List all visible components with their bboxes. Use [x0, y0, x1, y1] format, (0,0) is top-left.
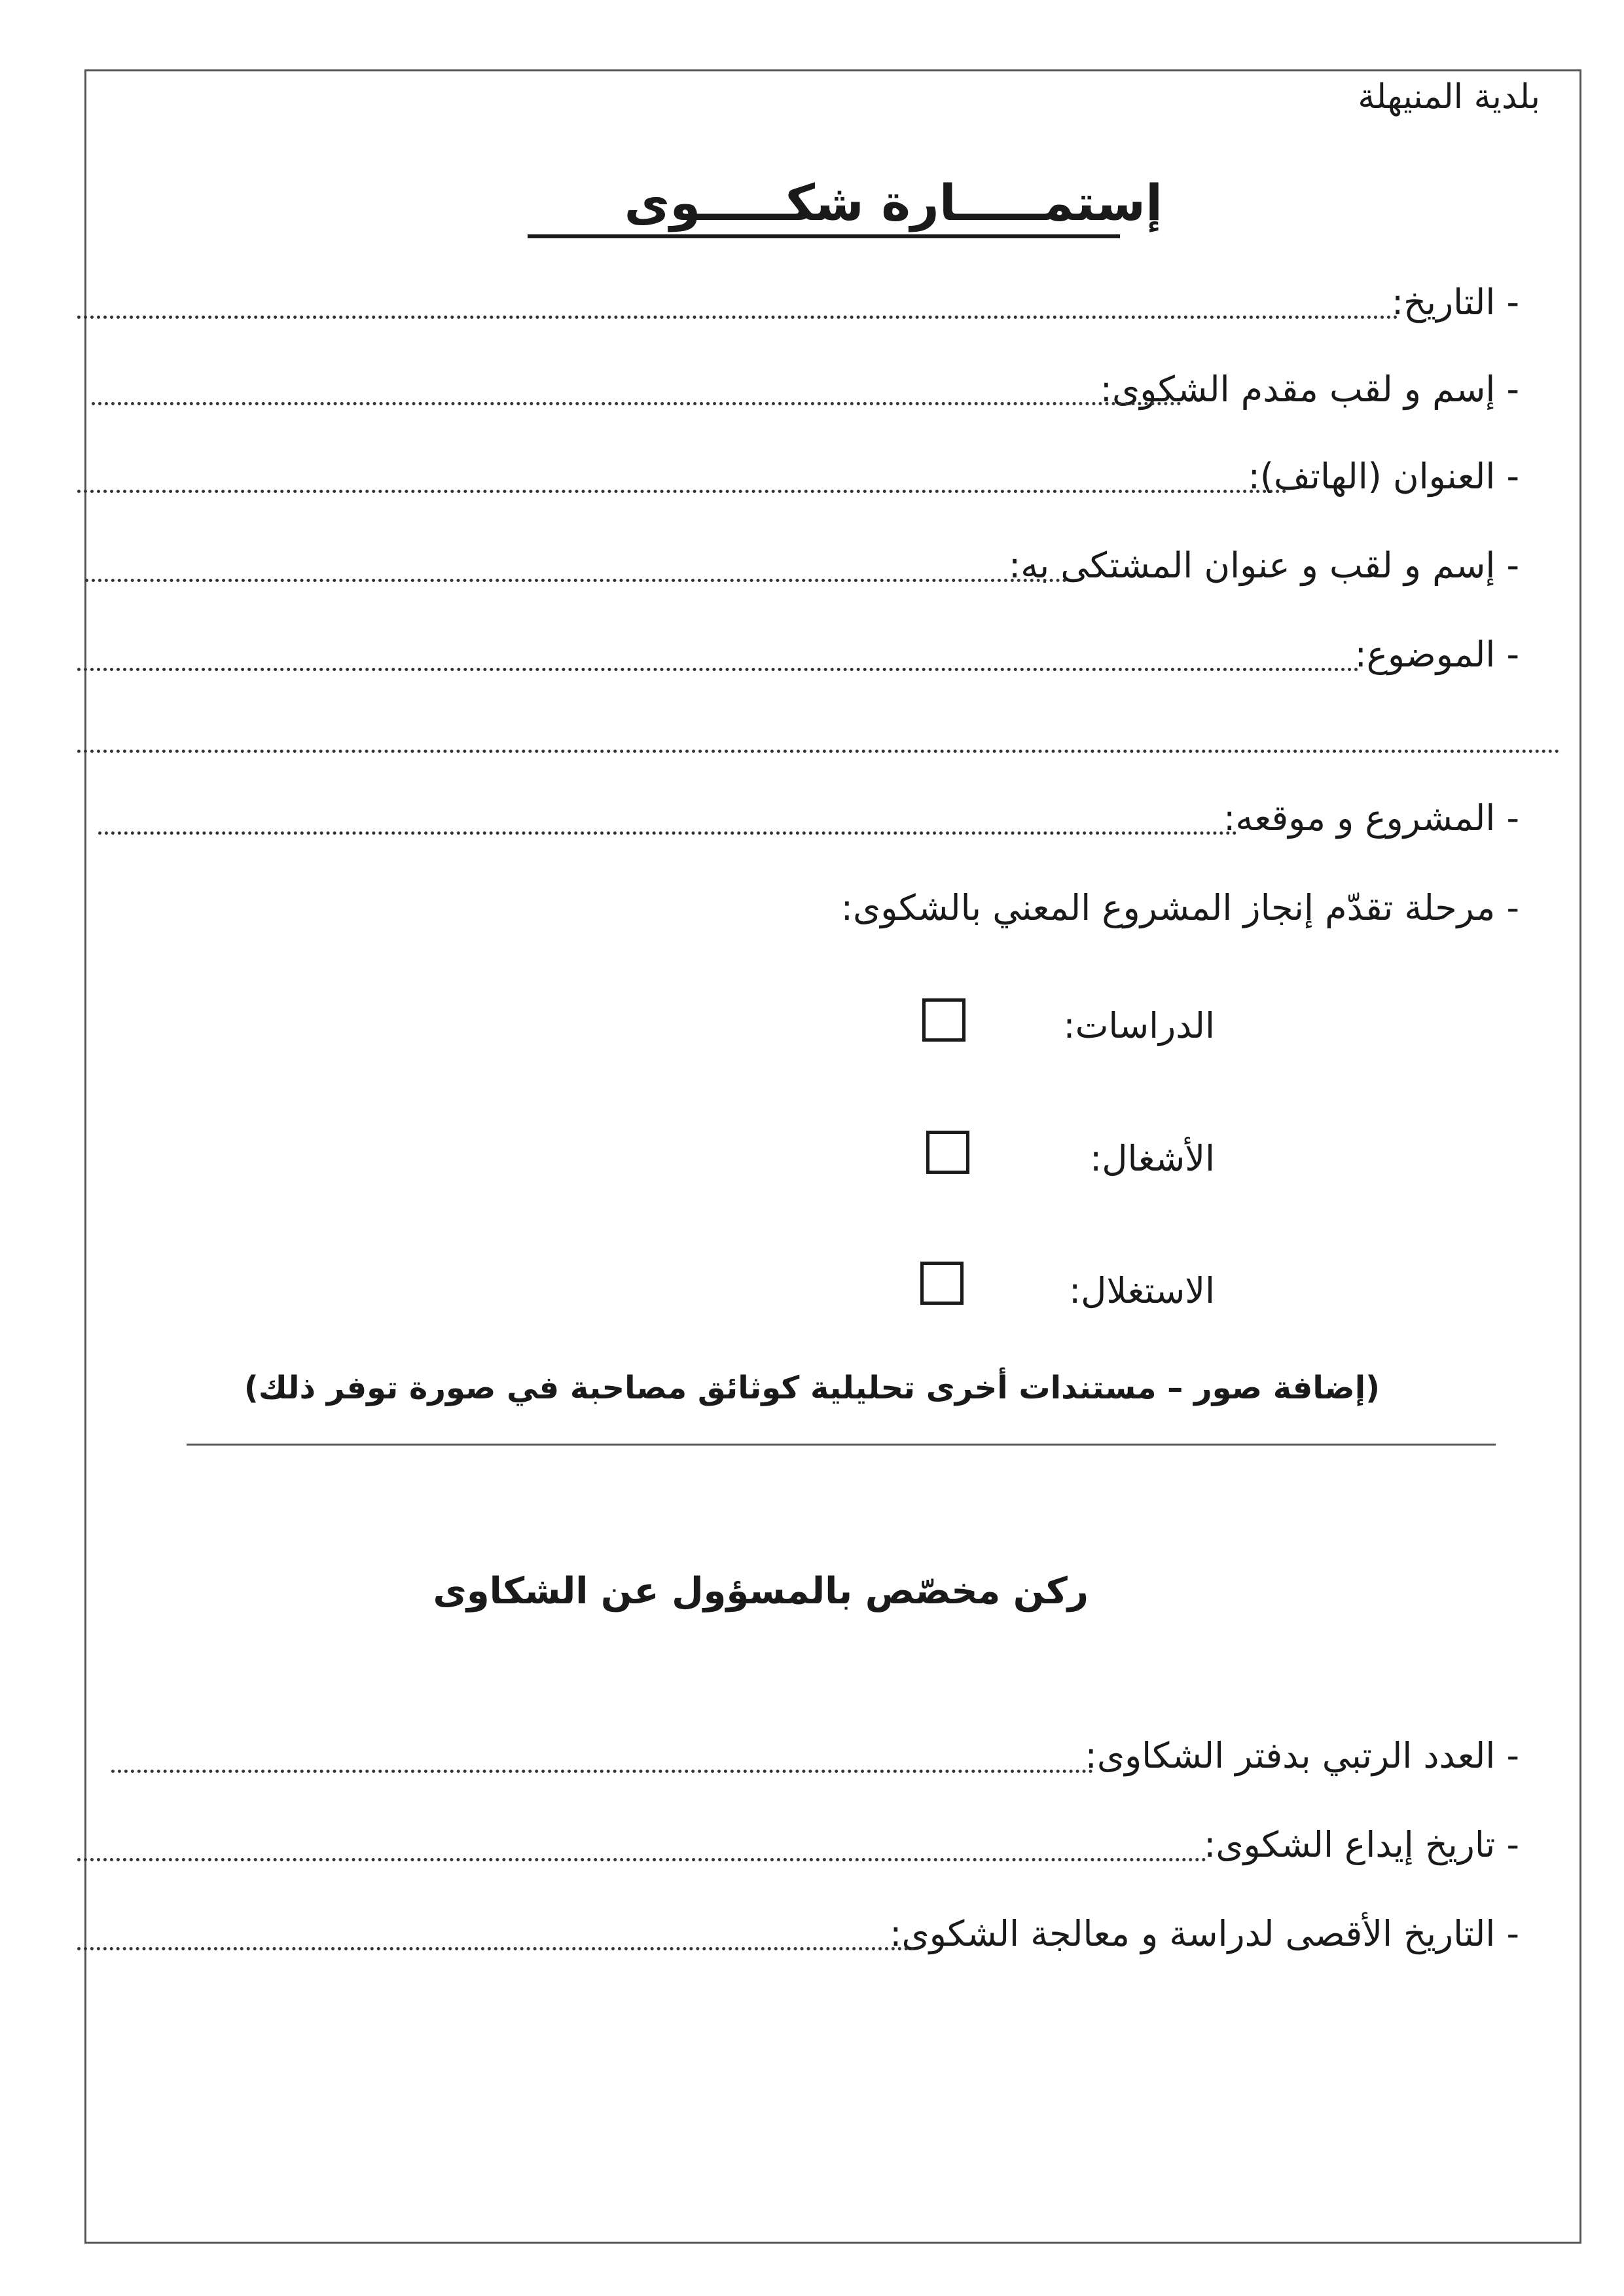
stage-studies-checkbox[interactable] — [922, 998, 965, 1042]
officer-deadline-input[interactable] — [77, 1947, 915, 1950]
field-address-phone-label: - العنوان (الهاتف): — [1248, 456, 1519, 497]
field-address-phone-input[interactable] — [77, 490, 1287, 493]
officer-deadline-label: - التاريخ الأقصى لدراسة و معالجة الشكوى: — [890, 1913, 1519, 1954]
field-respondent-label: - إسم و لقب و عنوان المشتكى به: — [1009, 545, 1519, 586]
field-project-location-label: - المشروع و موقعه: — [1223, 797, 1519, 839]
field-respondent-input[interactable] — [85, 579, 1067, 582]
field-subject-label: - الموضوع: — [1354, 634, 1519, 675]
field-project-location-input[interactable] — [98, 831, 1237, 835]
stage-studies-label: الدراسات: — [1063, 1005, 1215, 1046]
officer-section-title: ركن مخصّص بالمسؤول عن الشكاوى — [433, 1570, 1089, 1613]
stage-works-label: الأشغال: — [1090, 1138, 1215, 1179]
stage-operation-checkbox[interactable] — [920, 1262, 964, 1305]
field-subject-input[interactable] — [77, 668, 1359, 671]
field-subject-input-line-2[interactable] — [77, 750, 1560, 753]
officer-filing-date-input[interactable] — [77, 1858, 1206, 1861]
form-title: إستمـــــارة شكـــــوى — [624, 173, 1163, 232]
field-complainant-name-input[interactable] — [92, 402, 1182, 405]
field-date-label: - التاريخ: — [1391, 282, 1519, 323]
stage-works-checkbox[interactable] — [926, 1131, 969, 1174]
field-date-input[interactable] — [77, 316, 1398, 319]
officer-serial-number-label: - العدد الرتبي بدفتر الشكاوى: — [1085, 1735, 1519, 1776]
field-complainant-name-label: - إسم و لقب مقدم الشكوى: — [1100, 369, 1519, 410]
title-underline — [528, 234, 1120, 238]
municipality-name: بلدية المنيهلة — [1358, 77, 1540, 117]
officer-filing-date-label: - تاريخ إيداع الشكوى: — [1204, 1824, 1519, 1865]
stage-operation-label: الاستغلال: — [1068, 1270, 1215, 1311]
field-project-stage-label: - مرحلة تقدّم إنجاز المشروع المعني بالشكوى: — [840, 887, 1519, 928]
attachments-note: (إضافة صور – مستندات أخرى تحليلية كوثائق مصاحبة في صورة توفر ذلك) — [244, 1370, 1380, 1406]
section-divider — [187, 1444, 1496, 1446]
officer-serial-number-input[interactable] — [111, 1770, 1093, 1773]
